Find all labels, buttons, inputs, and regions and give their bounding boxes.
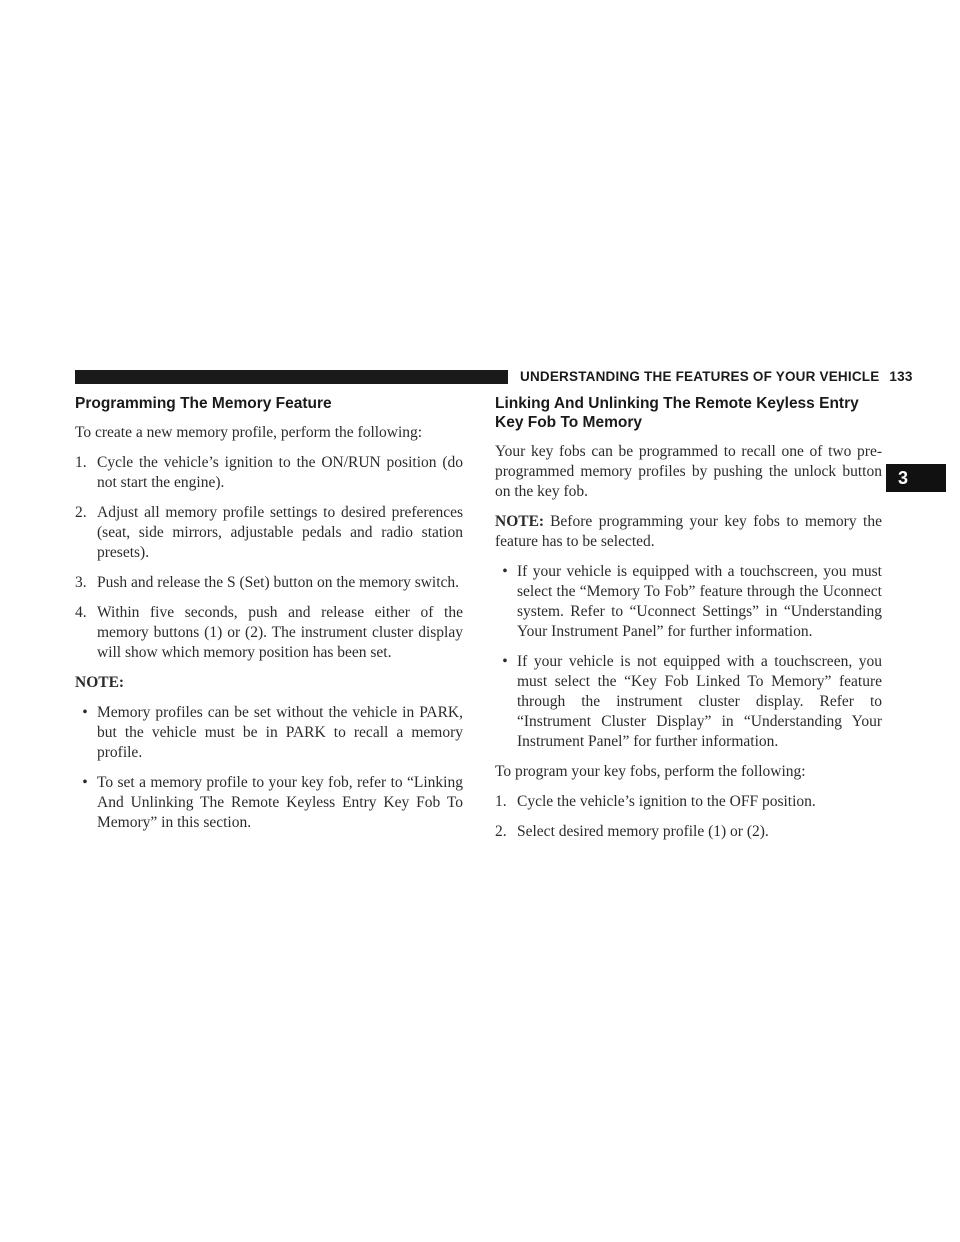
bullet-item [75, 773, 463, 833]
section-heading-programming: Programming The Memory Feature [75, 395, 332, 412]
step-number: 1. [75, 454, 87, 471]
step-text: Adjust all memory profile settings to desired preferences (seat, side mirrors, adjustable pedals and radio station presets). [97, 504, 463, 561]
bullet-item [495, 652, 882, 752]
header-rule [75, 370, 508, 384]
bullet-text: If your vehicle is equipped with a touchscreen, you must select the “Memory To Fob” feature through the Uconnect system. Refer to “Uconnect Settings” in “Understanding Your Instrument Panel” for further information. [517, 563, 882, 640]
right-column [495, 394, 882, 852]
step-text: Select desired memory profile (1) or (2). [517, 823, 769, 840]
numbered-step [75, 503, 463, 563]
left-column [75, 394, 463, 843]
running-header [520, 369, 913, 384]
section-title: UNDERSTANDING THE FEATURES OF YOUR VEHICLE [520, 369, 880, 384]
bullet-icon: • [82, 774, 88, 791]
bullet-icon: • [502, 563, 508, 580]
step-text: Cycle the vehicle’s ignition to the ON/RUN position (do not start the engine). [97, 454, 463, 491]
bullet-text: Memory profiles can be set without the vehicle in PARK, but the vehicle must be in PARK to recall a memory profile. [97, 704, 463, 761]
bullet-icon: • [82, 704, 88, 721]
step-number: 1. [495, 793, 507, 810]
step-number: 3. [75, 574, 87, 591]
note-label-text: NOTE: [75, 674, 125, 691]
step-number: 2. [495, 823, 507, 840]
numbered-step [75, 453, 463, 493]
step-text: Cycle the vehicle’s ignition to the OFF position. [517, 793, 816, 810]
step-text: Within five seconds, push and release either of the memory buttons (1) or (2). The instrument cluster display will show which memory position has been set. [97, 604, 463, 661]
numbered-step [75, 603, 463, 663]
step-number: 2. [75, 504, 87, 521]
program-intro: To program your key fobs, perform the following: [495, 763, 806, 780]
note-label [75, 673, 463, 693]
intro-paragraph: To create a new memory profile, perform the following: [75, 424, 423, 441]
step-text: Push and release the S (Set) button on the memory switch. [97, 574, 460, 591]
section-heading-linking: Linking And Unlinking The Remote Keyless Entry Key Fob To Memory [495, 395, 859, 431]
bullet-item [75, 703, 463, 763]
note-label-text: NOTE: [495, 513, 545, 530]
numbered-step [495, 792, 882, 812]
chapter-tab: 3 [886, 464, 946, 492]
note-text: Before programming your key fobs to memory the feature has to be selected. [495, 513, 882, 550]
page-number: 133 [889, 369, 913, 384]
bullet-text: To set a memory profile to your key fob, refer to “Linking And Unlinking The Remote Keyless Entry Key Fob To Memory” in this section. [97, 774, 463, 831]
numbered-step [495, 822, 882, 842]
numbered-step [75, 573, 463, 593]
note-paragraph [495, 512, 882, 552]
intro-paragraph: Your key fobs can be programmed to recall one of two pre-programmed memory profiles by pushing the unlock button on the key fob. [495, 443, 882, 500]
bullet-icon: • [502, 653, 508, 670]
bullet-text: If your vehicle is not equipped with a touchscreen, you must select the “Key Fob Linked To Memory” feature through the instrument cluster display. Refer to “Instrument Cluster Display” in “Understanding Your Instrument Panel” for further information. [517, 653, 882, 750]
bullet-item [495, 562, 882, 642]
step-number: 4. [75, 604, 87, 621]
